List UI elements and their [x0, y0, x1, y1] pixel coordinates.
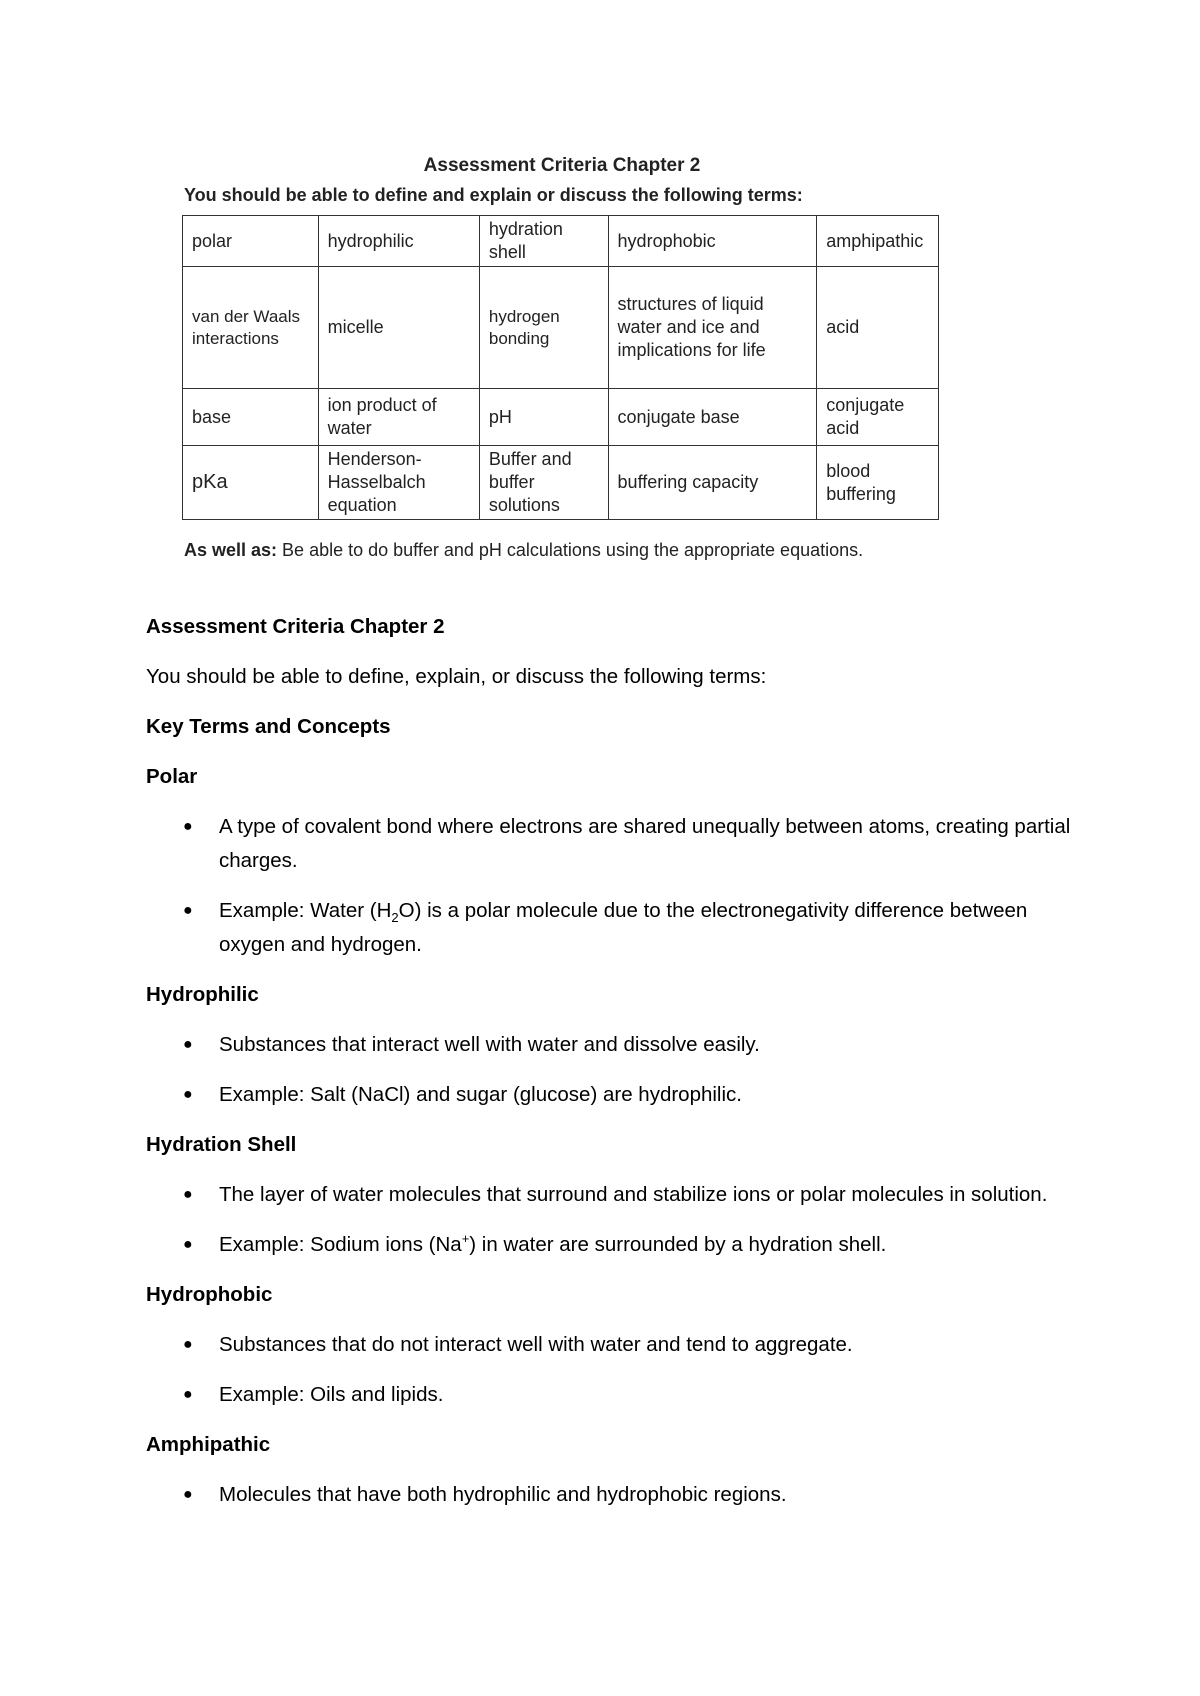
- bullet-icon: ●: [183, 1186, 193, 1203]
- table-row: [183, 389, 939, 446]
- table-cell: amphipathic: [817, 216, 939, 267]
- doc-title: Assessment Criteria Chapter 2: [146, 615, 445, 638]
- bullet-icon: ●: [183, 902, 193, 919]
- bullet-icon: ●: [183, 1336, 193, 1353]
- list-item: ● A type of covalent bond where electrons are shared unequally between atoms, creating partial charges.: [146, 810, 1086, 878]
- table-cell: conjugate acid: [817, 389, 939, 446]
- list-item: ● Molecules that have both hydrophilic and hydrophobic regions.: [146, 1478, 1086, 1512]
- table-cell: structures of liquid water and ice and implications for life: [608, 267, 817, 389]
- table-row: [183, 446, 939, 520]
- table-cell: acid: [817, 267, 939, 389]
- bullet-icon: ●: [183, 1086, 193, 1103]
- table-row: [183, 267, 939, 389]
- table-cell: buffering capacity: [608, 446, 817, 520]
- assessment-image: [182, 155, 942, 561]
- list-item: ● Example: Sodium ions (Na+) in water are surrounded by a hydration shell.: [146, 1228, 1086, 1262]
- list-item: ● The layer of water molecules that surround and stabilize ions or polar molecules in solution.: [146, 1178, 1086, 1212]
- table-cell: hydrophobic: [608, 216, 817, 267]
- image-subtitle: You should be able to define and explain or discuss the following terms:: [184, 185, 803, 205]
- bullet-list: [146, 1328, 1086, 1412]
- bullet-icon: ●: [183, 1486, 193, 1503]
- footer-text: Be able to do buffer and pH calculations using the appropriate equations.: [277, 540, 864, 560]
- image-footer: [184, 540, 942, 561]
- list-item: ● Example: Water $(H_2O)$ is a polar molecule due to the electronegativity difference between oxygen and hydrogen.: [146, 894, 1086, 962]
- term-heading-hydrophobic: Hydrophobic: [146, 1283, 273, 1306]
- term-heading-amphipathic: Amphipathic: [146, 1433, 271, 1456]
- table-cell: Buffer and buffer solutions: [479, 446, 608, 520]
- table-cell: van der Waals interactions: [183, 267, 319, 389]
- bullet-icon: ●: [183, 1236, 193, 1253]
- table-cell: hydrophilic: [318, 216, 479, 267]
- bullet-list: [146, 1478, 1086, 1512]
- table-cell: pKa: [183, 446, 319, 520]
- bullet-icon: ●: [183, 1386, 193, 1403]
- list-item: ● Example: Salt (NaCl) and sugar (glucose) are hydrophilic.: [146, 1078, 1086, 1112]
- table-cell: base: [183, 389, 319, 446]
- bullet-icon: ●: [183, 1036, 193, 1053]
- table-cell: pH: [479, 389, 608, 446]
- bullet-list: [146, 810, 1086, 962]
- bullet-list: [146, 1028, 1086, 1112]
- doc-intro: You should be able to define, explain, or discuss the following terms:: [146, 665, 767, 688]
- term-heading-hydrophilic: Hydrophilic: [146, 983, 259, 1006]
- term-heading-polar: Polar: [146, 765, 198, 788]
- table-cell: conjugate base: [608, 389, 817, 446]
- terms-table: [182, 215, 939, 520]
- term-heading-hydration-shell: Hydration Shell: [146, 1133, 297, 1156]
- list-item: ● Substances that do not interact well with water and tend to aggregate.: [146, 1328, 1086, 1362]
- table-cell: hydrogen bonding: [479, 267, 608, 389]
- table-cell: polar: [183, 216, 319, 267]
- table-cell: Henderson-Hasselbalch equation: [318, 446, 479, 520]
- table-cell: ion product of water: [318, 389, 479, 446]
- list-item: ● Substances that interact well with water and dissolve easily.: [146, 1028, 1086, 1062]
- table-cell: micelle: [318, 267, 479, 389]
- table-cell: hydration shell: [479, 216, 608, 267]
- list-item: ● Example: Oils and lipids.: [146, 1378, 1086, 1412]
- footer-label: As well as:: [184, 540, 278, 560]
- table-cell: blood buffering: [817, 446, 939, 520]
- bullet-icon: ●: [183, 818, 193, 835]
- bullet-list: [146, 1178, 1086, 1262]
- document-body: [146, 610, 1086, 1528]
- table-row: [183, 216, 939, 267]
- image-title: Assessment Criteria Chapter 2: [423, 155, 701, 176]
- section-heading: Key Terms and Concepts: [146, 715, 391, 738]
